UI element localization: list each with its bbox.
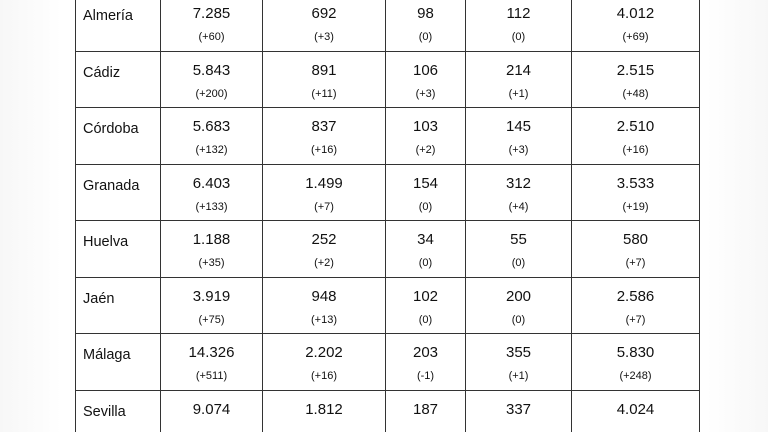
- data-cell: [386, 0, 466, 51]
- data-cell: [386, 221, 466, 278]
- data-cell: [161, 164, 263, 221]
- table-row: [76, 108, 700, 165]
- province-cell: [76, 0, 161, 51]
- cell-value: 145: [505, 118, 532, 135]
- cell-value: 891: [311, 61, 337, 79]
- data-cell: [161, 334, 263, 391]
- data-cell: [263, 0, 386, 51]
- province-name: Sevilla: [83, 403, 126, 420]
- cell-delta: (+200): [195, 87, 228, 100]
- cell-delta: (0): [418, 313, 433, 326]
- cell-delta: (0): [511, 313, 526, 326]
- table-row: [76, 334, 700, 391]
- cell-value: 5.843: [192, 61, 231, 79]
- province-cell: [76, 164, 161, 221]
- cell-delta: (0): [418, 257, 433, 269]
- province-name: Málaga: [83, 347, 131, 363]
- cell-value: 200: [505, 287, 532, 305]
- province-name: Huelva: [83, 234, 129, 250]
- table-row: [76, 164, 700, 221]
- data-cell: [386, 51, 466, 108]
- cell-value: 112: [506, 5, 531, 22]
- cell-value: 103: [412, 118, 439, 135]
- data-cell: [386, 334, 466, 391]
- cell-delta: (0): [511, 257, 526, 269]
- table-row: [76, 277, 700, 334]
- cell-delta: (+7): [625, 313, 646, 326]
- table-row: [76, 0, 700, 51]
- cell-value: 106: [412, 61, 439, 79]
- cell-delta: (+19): [622, 200, 649, 213]
- cell-delta: (+1): [508, 370, 529, 382]
- data-cell: [263, 164, 386, 221]
- cell-value: 337: [505, 400, 532, 418]
- cell-value: 2.586: [616, 287, 655, 305]
- cell-delta: (+16): [311, 144, 337, 156]
- cell-delta: (+69): [622, 31, 649, 43]
- cell-value: 2.510: [616, 118, 655, 135]
- cell-delta: (+75): [198, 313, 225, 326]
- cell-delta: (-1): [416, 370, 435, 382]
- cell-delta: (+3): [508, 144, 529, 156]
- data-cell: [466, 221, 572, 278]
- cell-value: 692: [311, 5, 337, 22]
- cell-delta: (+48): [622, 87, 649, 100]
- cell-delta: (+1): [508, 87, 529, 100]
- cell-delta: (+2): [314, 257, 334, 269]
- table-body: [76, 0, 700, 432]
- data-cell: [466, 108, 572, 165]
- data-cell: [572, 277, 700, 334]
- cell-delta: (+11): [311, 87, 337, 100]
- data-cell: [466, 277, 572, 334]
- cell-value: 7.285: [192, 5, 231, 22]
- data-cell: [161, 221, 263, 278]
- data-cell: [572, 0, 700, 51]
- cell-value: 1.188: [192, 231, 231, 248]
- cell-delta: (+511): [195, 370, 228, 382]
- province-name: Granada: [83, 177, 140, 194]
- cell-value: 5.830: [616, 344, 655, 361]
- data-cell: [386, 390, 466, 432]
- table-row: [76, 51, 700, 108]
- table-row: [76, 221, 700, 278]
- cell-value: 4.024: [616, 400, 655, 418]
- data-cell: [161, 51, 263, 108]
- province-name: Córdoba: [83, 121, 139, 137]
- cell-value: 203: [412, 344, 439, 361]
- province-name: Jaén: [83, 290, 115, 307]
- cell-value: 102: [412, 287, 439, 305]
- data-cell: [572, 390, 700, 432]
- cell-value: 1.499: [305, 174, 343, 192]
- cell-value: 948: [311, 287, 337, 305]
- cell-value: 55: [510, 231, 527, 248]
- cell-value: 34: [417, 231, 434, 248]
- data-cell: [386, 277, 466, 334]
- cell-delta: (+60): [198, 31, 225, 43]
- data-cell: [572, 334, 700, 391]
- cell-value: 252: [311, 231, 337, 248]
- data-cell: [572, 51, 700, 108]
- province-cell: [76, 390, 161, 432]
- cell-value: 2.202: [305, 344, 343, 361]
- cell-value: 5.683: [192, 118, 231, 135]
- cell-value: 3.533: [616, 174, 655, 192]
- cell-value: 98: [417, 5, 434, 22]
- cell-value: 2.515: [616, 61, 655, 79]
- cell-delta: (0): [418, 200, 433, 213]
- cell-value: 214: [505, 61, 532, 79]
- cell-value: 6.403: [192, 174, 231, 192]
- cell-delta: (+248): [619, 370, 652, 382]
- province-cell: [76, 51, 161, 108]
- cell-delta: (+13): [311, 313, 337, 326]
- data-cell: [263, 51, 386, 108]
- cell-value: 837: [311, 118, 337, 135]
- cell-delta: (+4): [508, 200, 529, 213]
- cell-value: 3.919: [192, 287, 231, 305]
- data-cell: [263, 334, 386, 391]
- cell-delta: (+16): [622, 144, 649, 156]
- cell-value: 580: [622, 231, 649, 248]
- data-cell: [263, 390, 386, 432]
- cell-value: 1.812: [305, 400, 343, 418]
- cell-delta: (+16): [311, 370, 337, 382]
- data-cell: [263, 221, 386, 278]
- province-name: Almería: [83, 8, 133, 24]
- data-cell: [466, 334, 572, 391]
- cell-value: 14.326: [188, 344, 235, 361]
- cell-value: 355: [505, 344, 532, 361]
- data-cell: [161, 108, 263, 165]
- data-cell: [161, 277, 263, 334]
- data-cell: [386, 164, 466, 221]
- province-cell: [76, 277, 161, 334]
- province-cell: [76, 334, 161, 391]
- data-cell: [572, 164, 700, 221]
- cell-value: 187: [412, 400, 439, 418]
- cell-delta: (+133): [195, 200, 228, 213]
- data-cell: [386, 108, 466, 165]
- cell-delta: (+7): [314, 200, 334, 213]
- cell-delta: (0): [418, 31, 433, 43]
- province-name: Cádiz: [83, 64, 121, 81]
- cell-delta: (+7): [625, 257, 646, 269]
- province-cell: [76, 108, 161, 165]
- data-cell: [161, 390, 263, 432]
- data-cell: [466, 51, 572, 108]
- cell-value: 4.012: [616, 5, 655, 22]
- province-stats-table: [75, 0, 700, 432]
- data-cell: [572, 108, 700, 165]
- data-cell: [161, 0, 263, 51]
- data-cell: [263, 277, 386, 334]
- data-cell: [466, 164, 572, 221]
- data-cell: [572, 221, 700, 278]
- data-cell: [466, 390, 572, 432]
- data-cell: [466, 0, 572, 51]
- cell-value: 154: [412, 174, 439, 192]
- cell-delta: (+35): [198, 257, 225, 269]
- data-cell: [263, 108, 386, 165]
- cell-delta: (+3): [314, 31, 334, 43]
- cell-delta: (0): [511, 31, 526, 43]
- cell-value: 9.074: [192, 400, 231, 418]
- cell-delta: (+132): [195, 144, 228, 156]
- cell-value: 312: [505, 174, 532, 192]
- cell-delta: (+3): [415, 87, 436, 100]
- cell-delta: (+2): [415, 144, 436, 156]
- province-cell: [76, 221, 161, 278]
- table-row: [76, 390, 700, 432]
